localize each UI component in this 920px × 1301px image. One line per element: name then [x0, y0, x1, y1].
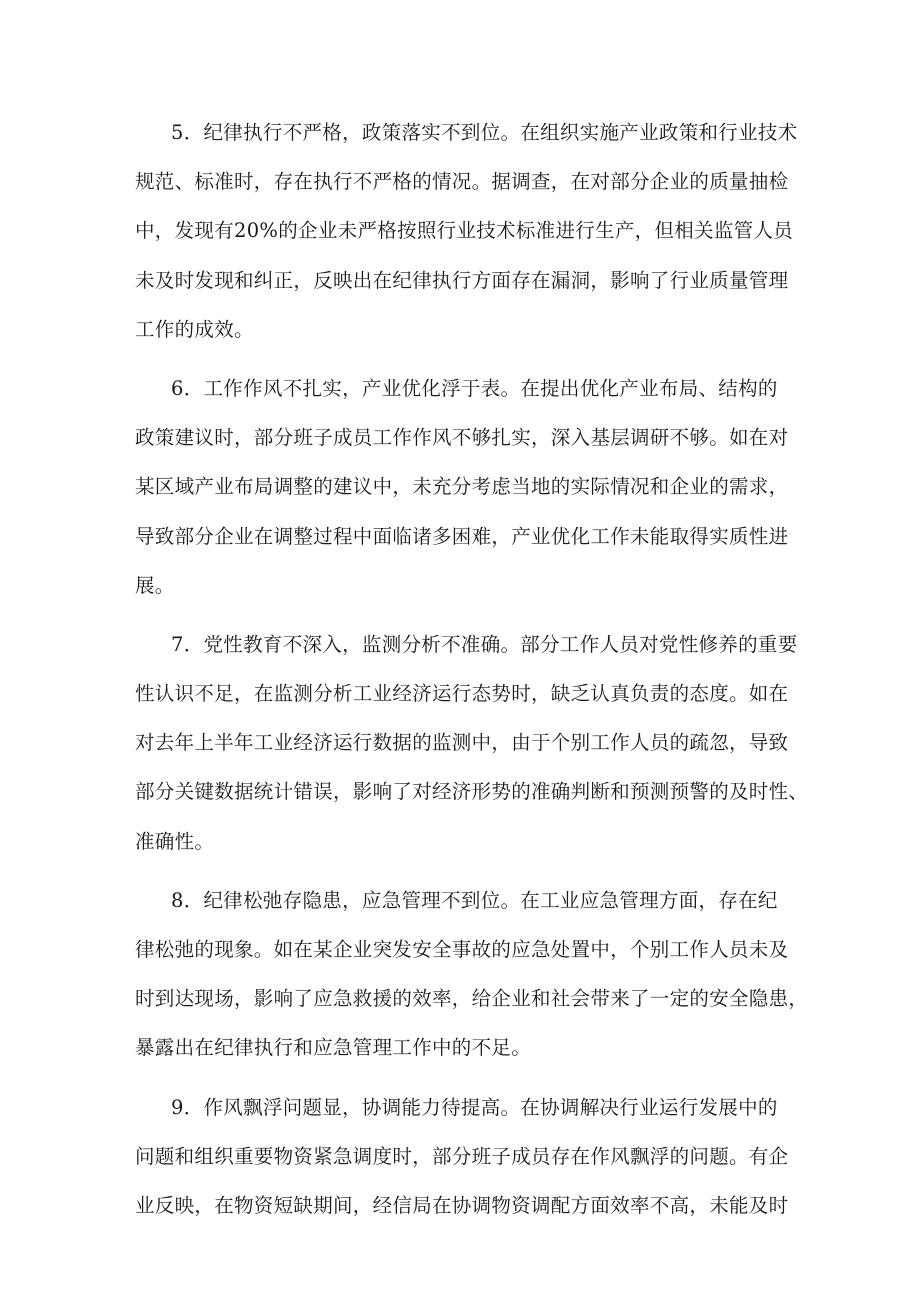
- paragraph-line: 准确性。: [135, 829, 215, 853]
- paragraph-line: 7．党性教育不深入，监测分析不准确。部分工作人员对党性修养的重要: [171, 632, 798, 656]
- paragraph-line: 业反映，在物资短缺期间，经信局在协调物资调配方面效率不高，未能及时: [135, 1193, 789, 1217]
- paragraph-line: 政策建议时，部分班子成员工作作风不够扎实，深入基层调研不够。如在对: [135, 426, 789, 450]
- paragraph-line: 某区域产业布局调整的建议中，未充分考虑当地的实际情况和企业的需求，: [135, 475, 789, 499]
- paragraph-item-6: [135, 364, 795, 610]
- paragraph-line: 对去年上半年工业经济运行数据的监测中，由于个别工作人员的疏忽，导致: [135, 731, 789, 755]
- paragraph-line: 工作的成效。: [135, 317, 254, 341]
- paragraph-line: 导致部分企业在调整过程中面临诸多困难，产业优化工作未能取得实质性进: [135, 524, 789, 548]
- paragraph-line: 性认识不足，在监测分析工业经济运行态势时，缺乏认真负责的态度。如在: [135, 682, 789, 706]
- paragraph-line: 9．作风飘浮问题显，协调能力待提高。在协调解决行业运行发展中的: [171, 1095, 778, 1119]
- paragraph-line: 律松弛的现象。如在某企业突发安全事故的应急处置中，个别工作人员未及: [135, 938, 789, 961]
- paragraph-line: 中，发现有20%的企业未严格按照行业技术标准进行生产，但相关监管人员: [135, 219, 794, 243]
- paragraph-line: 部分关键数据统计错误，影响了对经济形势的准确判断和预测预警的及时性、: [135, 780, 809, 804]
- paragraph-line: 规范、标准时，存在执行不严格的情况。据调查，在对部分企业的质量抽检: [135, 170, 789, 194]
- paragraph-line: 展。: [135, 573, 175, 597]
- paragraph-line: 问题和组织重要物资紧急调度时，部分班子成员存在作风飘浮的问题。有企: [135, 1144, 789, 1168]
- paragraph-line: 5．纪律执行不严格，政策落实不到位。在组织实施产业政策和行业技术: [171, 121, 798, 144]
- paragraph-line: 6．工作作风不扎实，产业优化浮于表。在提出优化产业布局、结构的: [171, 376, 778, 400]
- paragraph-item-7: [135, 620, 809, 866]
- paragraph-line: 暴露出在纪律执行和应急管理工作中的不足。: [135, 1036, 532, 1060]
- paragraph-item-8: [135, 876, 809, 1073]
- paragraph-item-9: [135, 1083, 795, 1231]
- paragraph-item-5: [135, 108, 798, 354]
- paragraph-line: 未及时发现和纠正，反映出在纪律执行方面存在漏洞，影响了行业质量管理: [135, 268, 789, 292]
- paragraph-line: 时到达现场，影响了应急救援的效率，给企业和社会带来了一定的安全隐患，: [135, 987, 809, 1011]
- document-body: [135, 108, 809, 1240]
- paragraph-line: 8．纪律松弛存隐患，应急管理不到位。在工业应急管理方面，存在纪: [171, 888, 778, 912]
